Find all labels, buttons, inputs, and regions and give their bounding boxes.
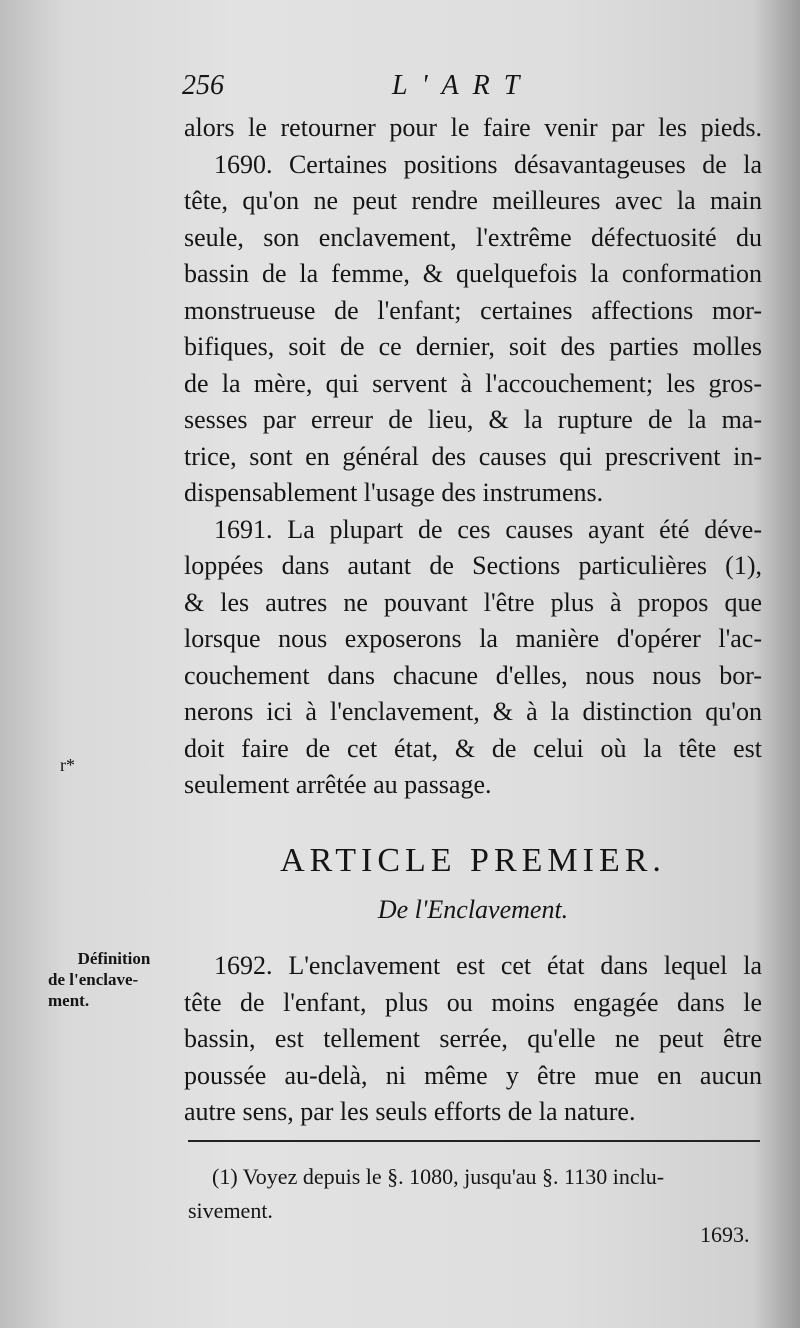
text-line: de la mère, qui servent à l'accouchement; les gros- [184,368,762,398]
catchword: 1693. [700,1222,750,1247]
text-line: tête de l'enfant, plus ou moins engagée dans le [184,987,762,1017]
text-line: bassin de la femme, & quelquefois la conformation [184,259,762,288]
text-line: seulement arrêtée au passage. [184,770,492,799]
text-line: autre sens, par les seuls efforts de la nature. [184,1097,636,1126]
footnote-line: (1) Voyez depuis le §. 1080, jusqu'au §. 1130 inclu- [212,1164,665,1189]
body-text [184,110,762,804]
page-number: 256 [182,70,224,101]
footnote-rule [188,1140,760,1142]
text-line: trice, sont en général des causes qui prescrivent in- [184,441,762,471]
text-line: bassin, est tellement serrée, qu'elle ne peut être [184,1024,762,1053]
text-line: bifiques, soit de ce dernier, soit des parties molles [184,332,762,361]
footnote-line: sivement. [188,1198,273,1223]
paragraph-1690-start: 1690. Certaines positions désavantageuses de la [214,149,762,179]
text-line: lorsque nous exposerons la manière d'opérer l'ac- [184,624,762,653]
text-line: couchement dans chacune d'elles, nous nous bor- [184,660,762,690]
margin-note-line: de l'enclave- [48,970,139,989]
article-subtitle: De l'Enclavement. [377,895,569,924]
paragraph-1692-start: 1692. L'enclavement est cet état dans lequel la [214,951,762,980]
text-line: sesses par erreur de lieu, & la rupture de la ma- [184,405,762,434]
text-line: tête, qu'on ne peut rendre meilleures avec la main [184,186,762,215]
text-line: seule, son enclavement, l'extrême défectuosité du [184,222,762,252]
text-line: & les autres ne pouvant l'être plus à propos que [184,587,762,617]
paragraph-1691-start: 1691. La plupart de ces causes ayant été déve- [214,514,762,544]
margin-note-line: ment. [48,991,90,1010]
article-title: ARTICLE PREMIER. [280,842,666,879]
margin-mark: r* [60,755,75,775]
margin-note-line: Définition [77,949,151,968]
running-head: L'ART [392,70,534,101]
text-line: nerons ici à l'enclavement, & à la distinction qu'on [184,697,762,726]
page-header [182,70,762,106]
footnote [188,1160,760,1228]
margin-note [48,948,180,1011]
text-line: poussée au-delà, ni même y être mue en aucun [184,1060,762,1090]
text-line: doit faire de cet état, & de celui où la tête est [184,733,762,763]
section-1692-text [184,948,762,1131]
text-line: alors le retourner pour le faire venir par les pieds. [184,113,762,142]
text-line: dispensablement l'usage des instrumens. [184,478,604,507]
text-line: loppées dans autant de Sections particulières (1), [184,551,762,580]
text-line: monstrueuse de l'enfant; certaines affections mor- [184,295,762,325]
